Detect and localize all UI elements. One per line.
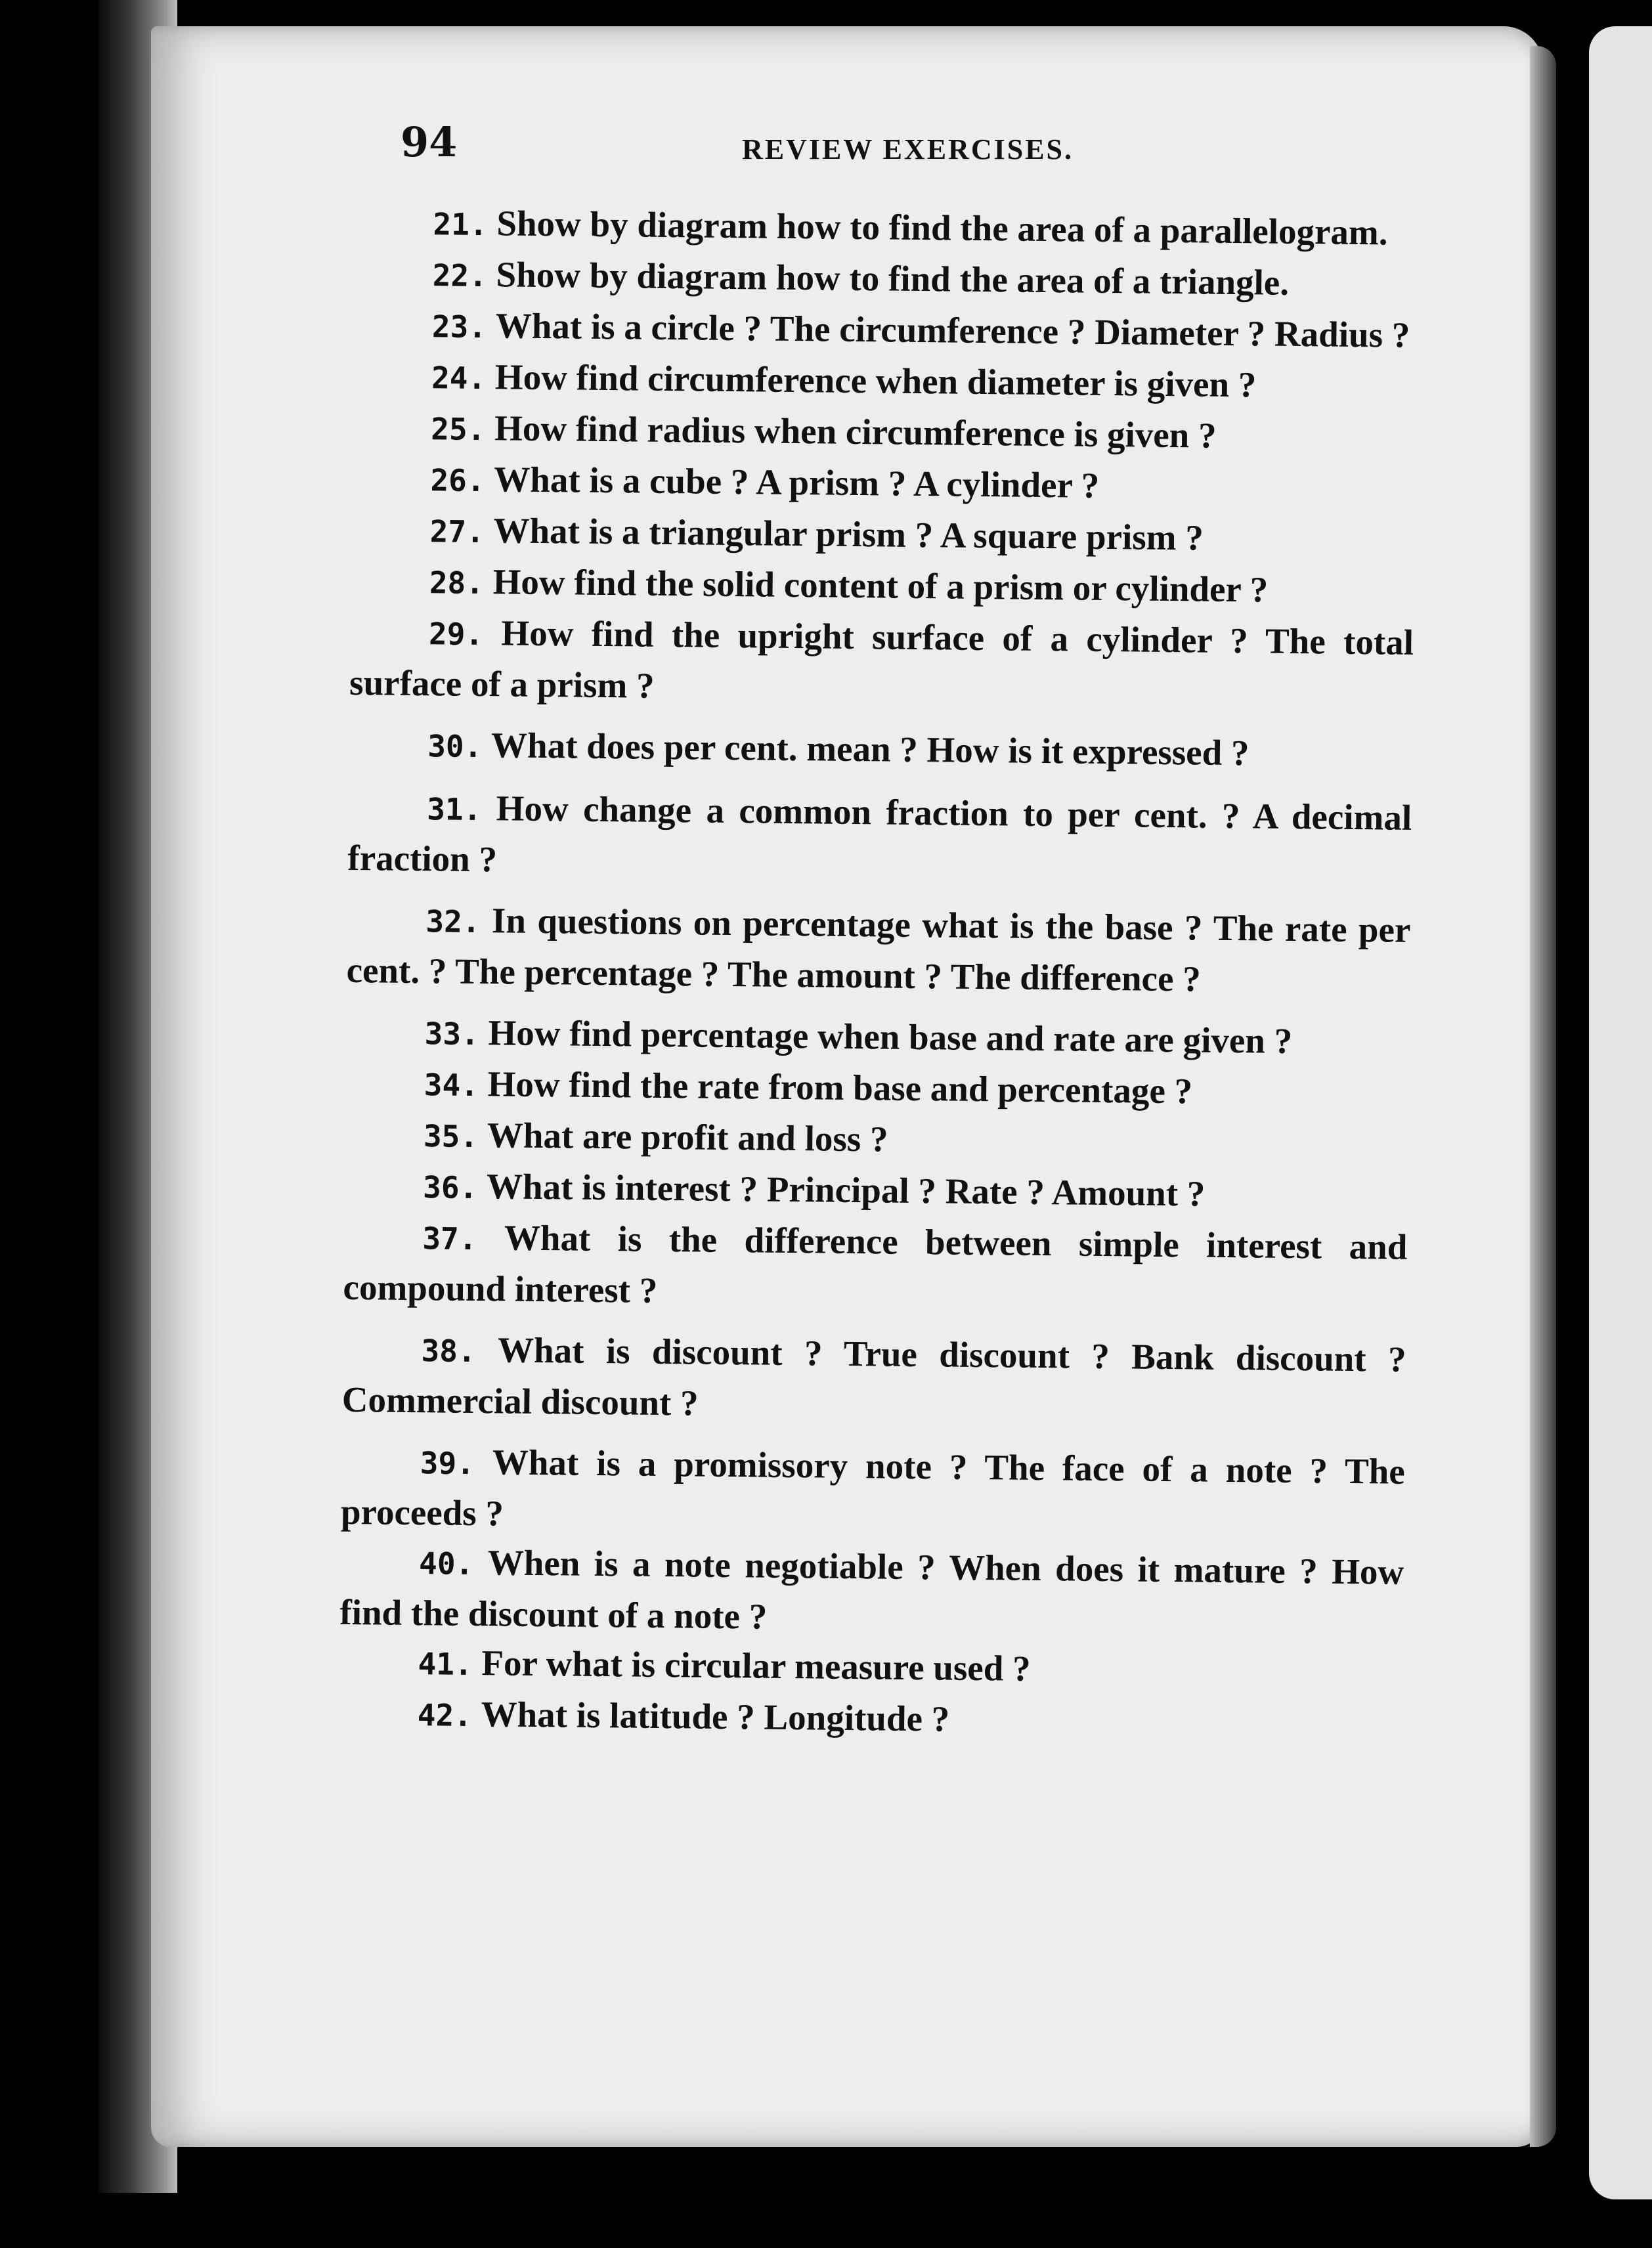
- question-number: 31.: [426, 791, 482, 828]
- question-number: 27.: [429, 513, 485, 550]
- question-text: How find the rate from base and percentage ?: [487, 1064, 1193, 1112]
- question-number: 24.: [431, 360, 487, 397]
- question-text: How find circumference when diameter is given ?: [494, 357, 1257, 405]
- question-text: For what is circular measure used ?: [481, 1643, 1031, 1689]
- question-38: [341, 1324, 1406, 1435]
- question-text: What is interest ? Principal ? Rate ? Amount ?: [486, 1166, 1206, 1214]
- question-number: 42.: [417, 1697, 473, 1733]
- question-39: [341, 1436, 1406, 1547]
- question-30: [349, 719, 1413, 781]
- page-edge-shadow: [1530, 46, 1556, 2147]
- question-text: In questions on percentage what is the base ? The rate per cent. ? The percentage ? The amount ? The difference ?: [346, 900, 1411, 999]
- question-number: 41.: [418, 1646, 473, 1683]
- question-number: 34.: [424, 1067, 479, 1104]
- facing-page-edge: [1589, 26, 1652, 2199]
- question-31: [347, 782, 1412, 894]
- question-text: What is the difference between simple interest and compound interest ?: [343, 1217, 1408, 1310]
- question-number: 33.: [424, 1016, 480, 1052]
- question-40: [339, 1536, 1404, 1648]
- question-number: 28.: [429, 565, 485, 601]
- question-number: 26.: [430, 462, 485, 499]
- question-text: What is latitude ? Longitude ?: [481, 1694, 950, 1739]
- question-number: 23.: [431, 309, 487, 345]
- question-text: What are profit and loss ?: [487, 1115, 888, 1159]
- question-number: 35.: [423, 1118, 479, 1155]
- question-text: How find radius when circumference is given ?: [494, 408, 1217, 456]
- question-text: When is a note negotiable ? When does it mature ? How find the discount of a note ?: [339, 1542, 1404, 1637]
- question-text: How find the upright surface of a cylinder ? The total surface of a prism ?: [349, 613, 1414, 706]
- question-text: How find the solid content of a prism or cylinder ?: [492, 561, 1269, 610]
- question-number: 40.: [418, 1546, 474, 1582]
- question-32: [346, 894, 1411, 1006]
- question-number: 38.: [421, 1333, 476, 1370]
- running-head: REVIEW EXERCISES.: [742, 133, 1074, 165]
- question-text: What is a cube ? A prism ? A cylinder ?: [494, 459, 1100, 506]
- question-text: How find percentage when base and rate are given ?: [488, 1012, 1293, 1062]
- question-number: 25.: [431, 411, 486, 448]
- question-number: 30.: [427, 728, 483, 765]
- question-number: 29.: [428, 616, 484, 653]
- question-number: 37.: [422, 1221, 477, 1257]
- page-number: 94: [401, 118, 458, 166]
- question-number: 21.: [433, 206, 488, 243]
- question-number: 22.: [432, 257, 488, 294]
- question-text: What is discount ? True discount ? Bank discount ? Commercial discount ?: [341, 1329, 1406, 1423]
- page-header: [401, 118, 1425, 171]
- question-29: [349, 607, 1414, 718]
- question-number: 36.: [422, 1169, 478, 1206]
- question-text: Show by diagram how to find the area of a parallelogram.: [496, 203, 1388, 253]
- question-text: What is a circle ? The circumference ? Diameter ? Radius ?: [495, 305, 1410, 355]
- question-number: 39.: [420, 1445, 475, 1482]
- question-37: [343, 1211, 1408, 1323]
- question-number: 32.: [425, 903, 481, 940]
- question-text: What is a promissory note ? The face of a note ? The proceeds ?: [340, 1442, 1406, 1534]
- question-text: What is a triangular prism ? A square prism ?: [493, 510, 1204, 558]
- question-text: Show by diagram how to find the area of a triangle.: [496, 254, 1290, 303]
- question-list: [338, 197, 1418, 1750]
- question-text: What does per cent. mean ? How is it expressed ?: [490, 725, 1250, 773]
- question-text: How change a common fraction to per cent. ? A decimal fraction ?: [347, 788, 1412, 880]
